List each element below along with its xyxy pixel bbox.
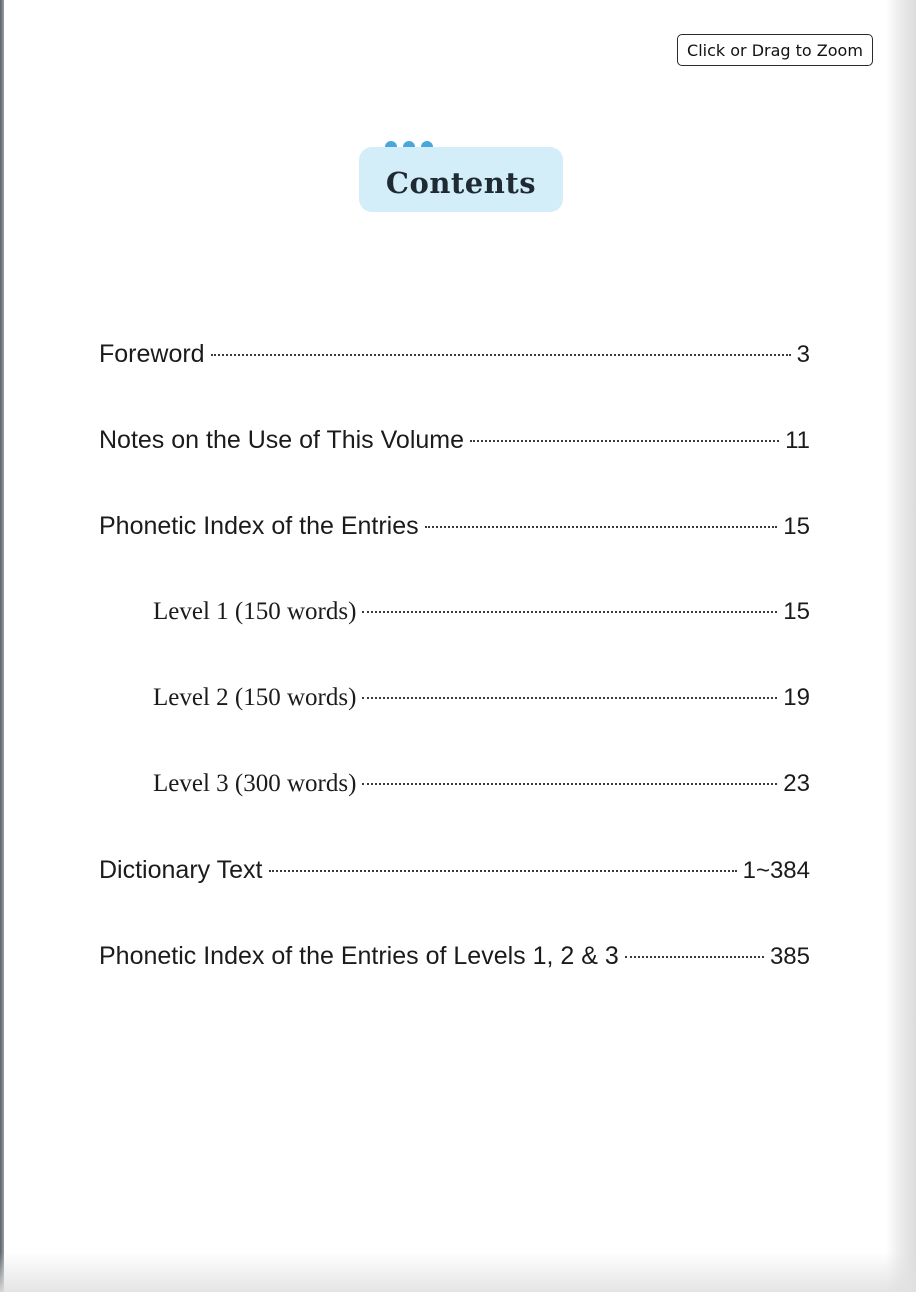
toc-entry[interactable]	[99, 942, 810, 971]
toc-dot-leader	[362, 783, 777, 785]
toc-entry-title: Phonetic Index of the Entries of Levels 1, 2 & 3	[99, 942, 619, 970]
toc-dot-leader	[470, 440, 779, 442]
toc-entry[interactable]	[99, 856, 810, 885]
toc-entry-title: Dictionary Text	[99, 856, 263, 884]
toc-entry-page: 385	[769, 943, 810, 970]
toc-entry-page: 19	[783, 684, 810, 711]
toc-entry[interactable]	[99, 512, 810, 541]
viewer-left-edge	[0, 0, 4, 1292]
toc-subentry[interactable]	[153, 770, 810, 798]
toc-entry-page: 23	[783, 770, 810, 797]
page-bottom-shadow	[0, 1252, 916, 1292]
toc-entry-title: Notes on the Use of This Volume	[99, 426, 465, 454]
toc-entry-title: Phonetic Index of the Entries	[99, 512, 419, 540]
toc-entry-page: 15	[783, 513, 810, 540]
page-title: Contents	[385, 165, 537, 200]
toc-entry-page: 15	[783, 598, 810, 625]
toc-entry-page: 11	[785, 427, 810, 454]
toc-dot-leader	[625, 956, 764, 958]
toc-entry-title: Level 1 (150 words)	[153, 598, 357, 625]
toc-entry-page: 1~384	[742, 857, 810, 884]
zoom-button[interactable]: Click or Drag to Zoom	[677, 34, 873, 66]
toc-entry-page: 3	[796, 341, 810, 368]
toc-entry-title: Foreword	[99, 340, 205, 368]
toc-dot-leader	[362, 611, 777, 613]
toc-entry-title: Level 3 (300 words)	[153, 770, 357, 797]
toc-dot-leader	[269, 870, 737, 872]
page-right-shadow	[886, 0, 916, 1292]
toc-entry[interactable]	[99, 340, 810, 369]
toc-dot-leader	[425, 526, 778, 528]
toc-entry-title: Level 2 (150 words)	[153, 684, 357, 711]
toc-dot-leader	[362, 697, 777, 699]
toc-dot-leader	[211, 354, 791, 356]
toc-subentry[interactable]	[153, 684, 810, 712]
toc-subentry[interactable]	[153, 598, 810, 626]
contents-heading-badge	[359, 147, 563, 212]
toc-entry[interactable]	[99, 426, 810, 455]
